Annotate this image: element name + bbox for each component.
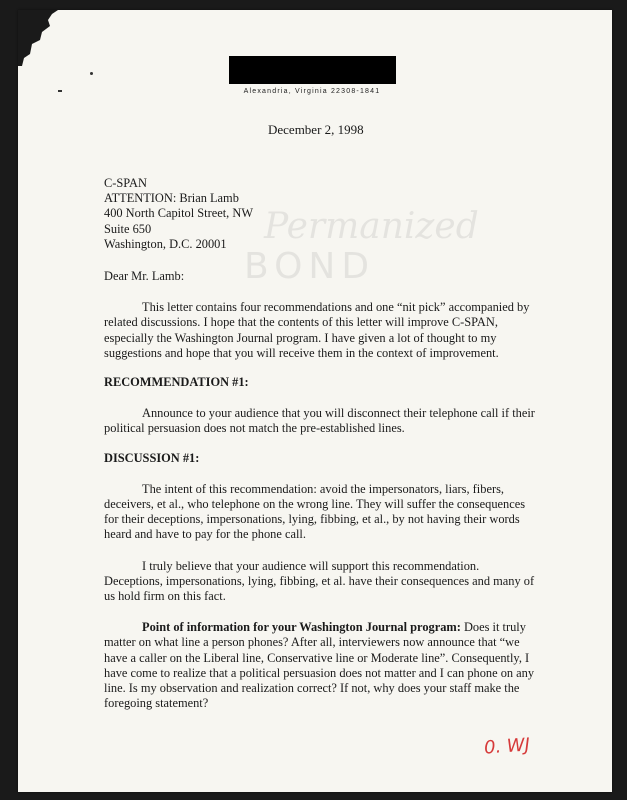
redaction-bar (229, 56, 396, 84)
torn-corner (18, 10, 58, 66)
discussion-1-heading: DISCUSSION #1: (104, 450, 200, 465)
recipient-line: ATTENTION: Brian Lamb (104, 191, 239, 206)
paper-watermark: Permanized BOND (244, 206, 479, 287)
recipient-block (104, 176, 540, 252)
letterhead-address: Alexandria, Virginia 22308-1841 (243, 88, 381, 95)
point-of-information-text: Does it truly matter on what line a person phones? After all, interviewers now announce that “we have a caller on the Liberal line, Conservative line or Moderate line”. Consequently, I have come to realize that a political persuasion does not matter and I can phone on any line. Is my observation and realization correct? If not, why does your staff make the foregoing statement? (104, 620, 535, 711)
discussion-1-paragraph-1: The intent of this recommendation: avoid the impersonators, liars, fibers, deceivers, et al., who telephone on the wrong line. They will suffer the consequences for their deceptions, impersonations, lying, fibbing, et al., by not having their words heard and have to pay for the phone call. (104, 481, 526, 542)
intro-paragraph: This letter contains four recommendations and one “nit pick” accompanied by related discussions. I hope that the contents of this letter will improve C-SPAN, especially the Washington Journal program. I have given a lot of thought to my suggestions and hope that you will receive them in the context of improvement. (104, 300, 530, 360)
recommendation-1-text: Announce to your audience that you will disconnect their telephone call if their political persuasion does not match the pre-established lines. (104, 406, 535, 436)
salutation: Dear Mr. Lamb: (104, 269, 185, 284)
point-of-information-lead: Point of information for your Washington Journal program: (142, 620, 461, 635)
stray-dot (90, 72, 93, 75)
point-of-information-paragraph (104, 620, 540, 711)
stray-mark (58, 90, 62, 92)
letter-body (104, 176, 540, 711)
recipient-line: Suite 650 (104, 221, 152, 236)
recipient-line: 400 North Capitol Street, NW (104, 206, 254, 221)
recommendation-1-heading: RECOMMENDATION #1: (104, 375, 249, 390)
recipient-line: Washington, D.C. 20001 (104, 236, 227, 251)
discussion-1-paragraph-2: I truly believe that your audience will support this recommendation. Deceptions, impersonations, lying, fibbing, et al. have their consequences and many of us hold firm on this fact. (104, 558, 535, 604)
letter-date: December 2, 1998 (268, 122, 364, 137)
recipient-line: C-SPAN (104, 176, 147, 190)
handwritten-annotation: 0. WJ (483, 734, 531, 759)
